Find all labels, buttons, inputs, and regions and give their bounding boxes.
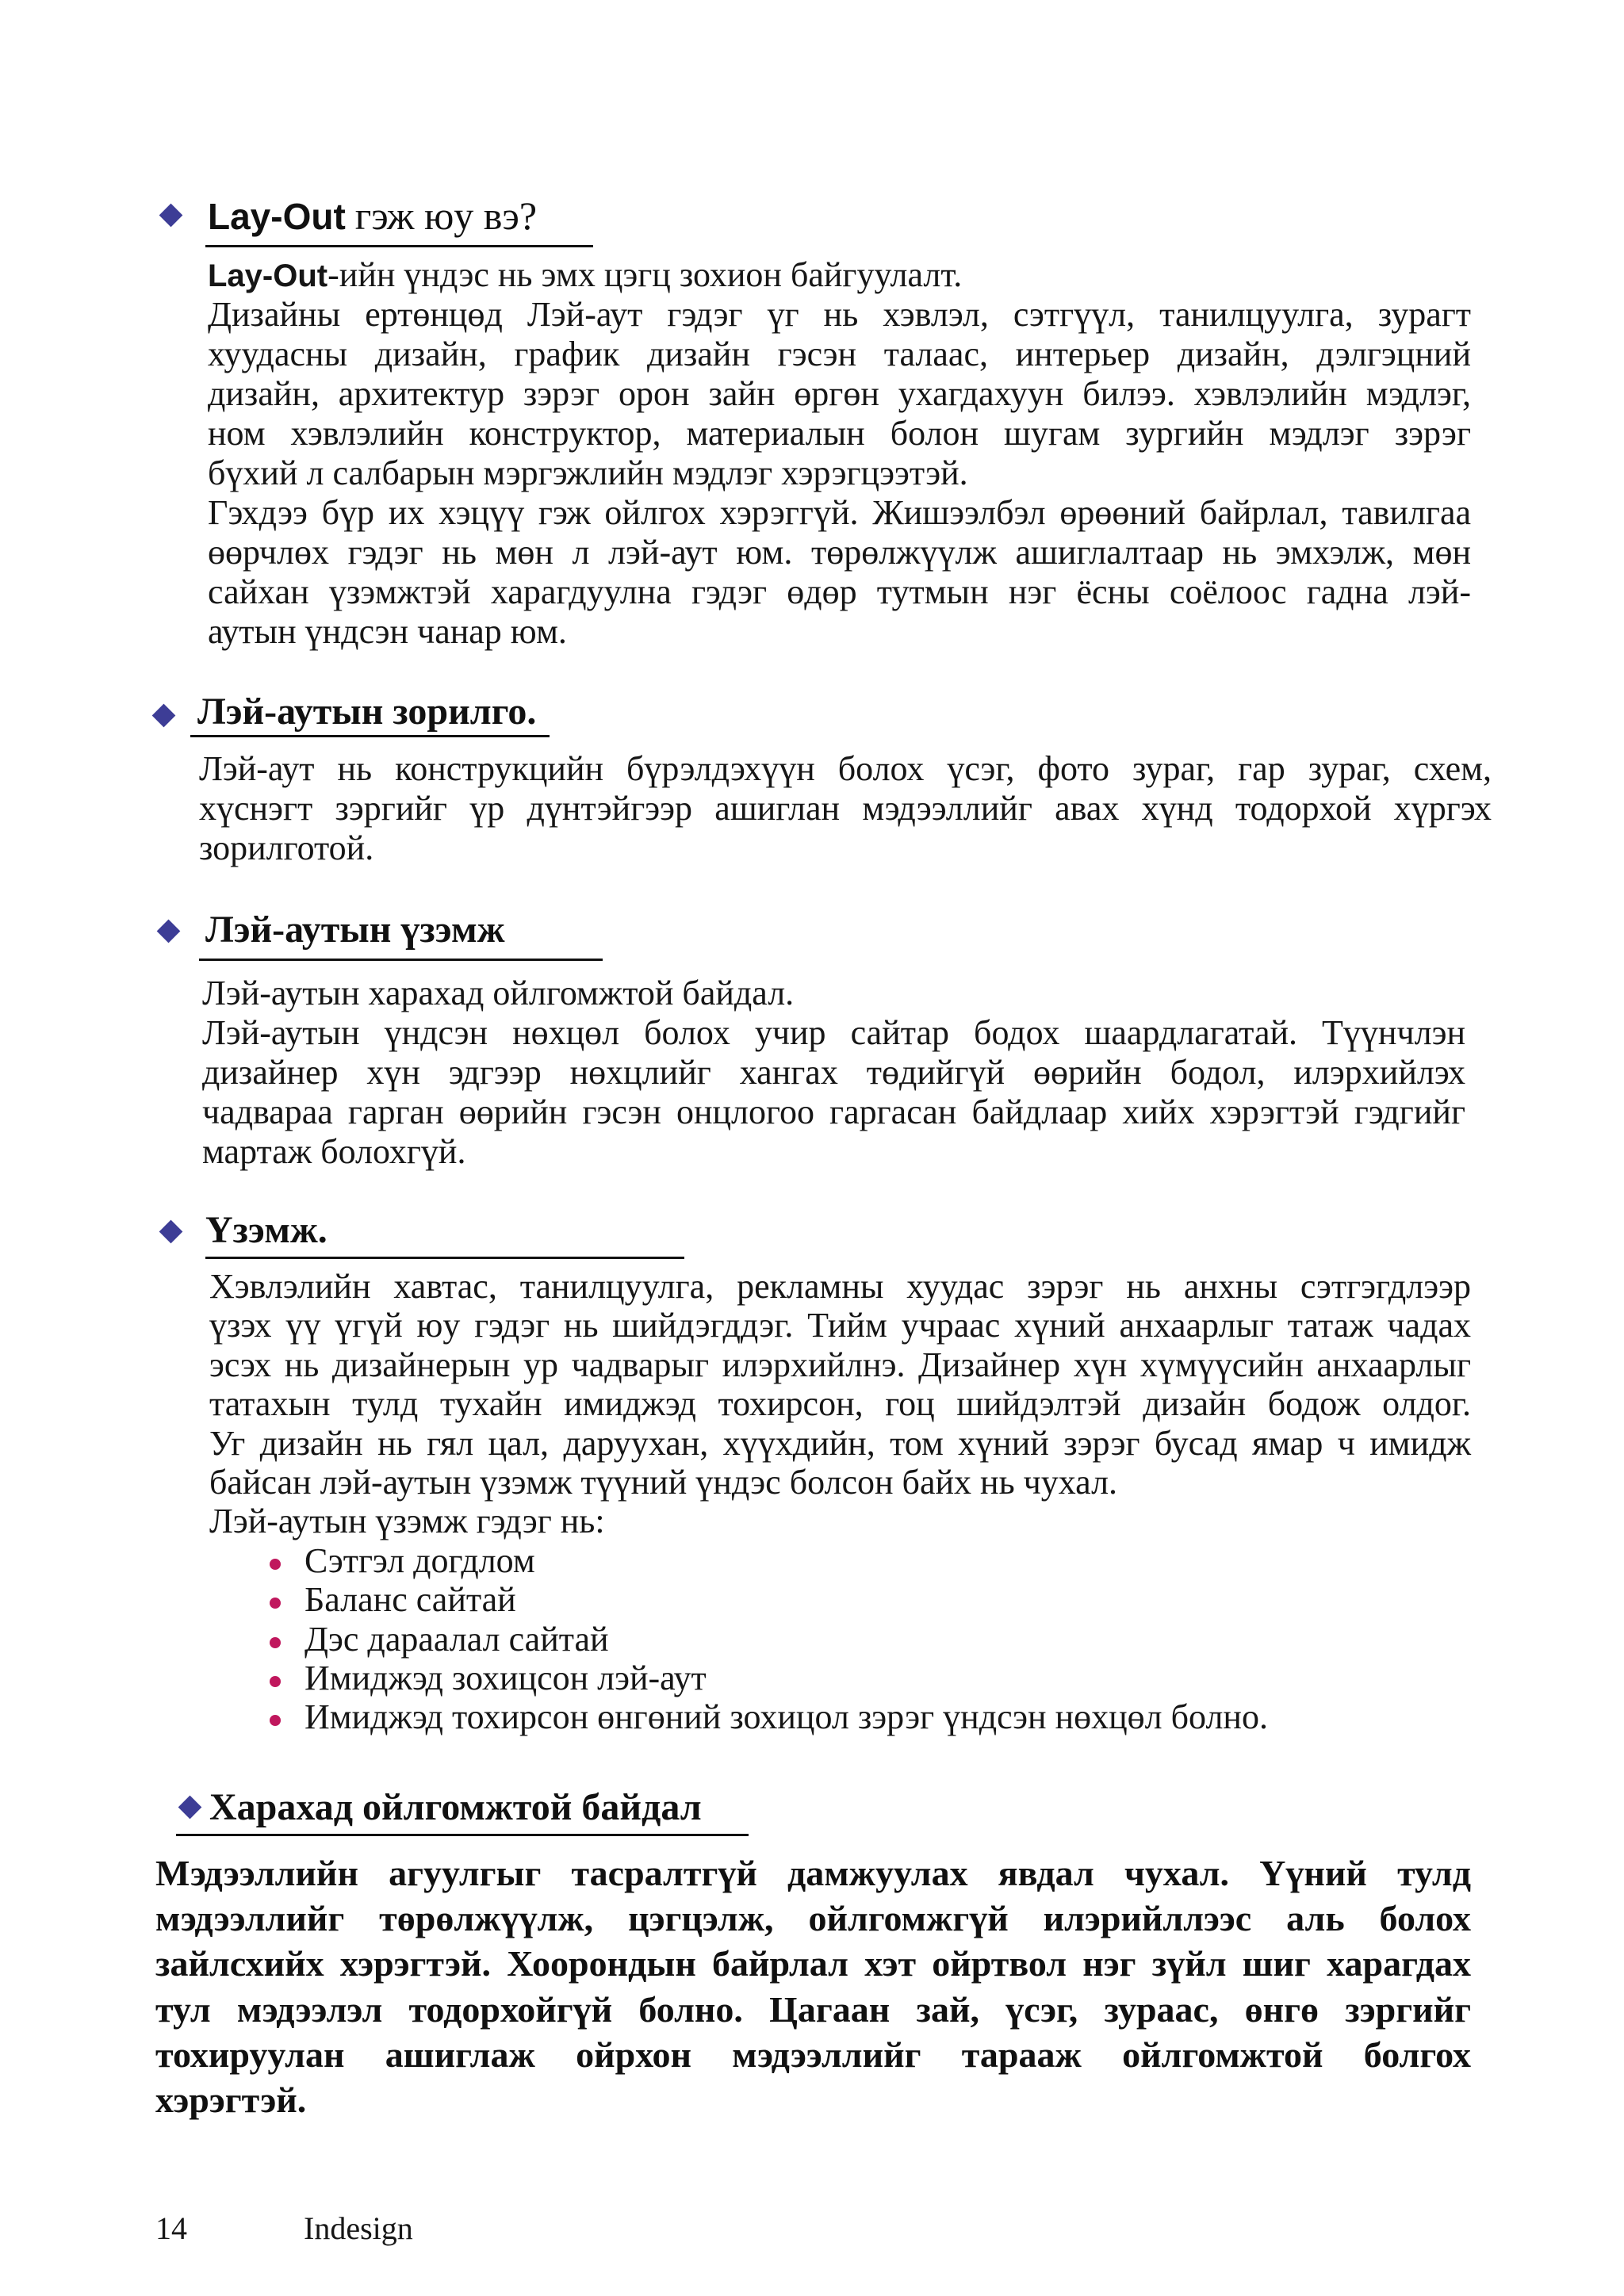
paragraph-line: эсэх нь дизайнерын ур чадварыг илэрхийлнэ. Дизайнер хүн хүмүүсийн анхаарлыг: [209, 1345, 1471, 1384]
list-item-text: Имиджэд зохицсон лэй-аут: [304, 1659, 707, 1697]
paragraph-line: хүснэгт зэргийг үр дүнтэйгээр ашиглан мэдээллийг авах хүнд тодорхой хүргэх: [199, 789, 1492, 828]
diamond-bullet-icon: [159, 1220, 183, 1244]
list-item-text: Имиджэд тохирсон өнгөний зохицол зэрэг үндсэн нөхцөл болно.: [304, 1697, 1268, 1736]
paragraph-line: аутын үндсэн чанар юм.: [208, 612, 567, 651]
section-heading: Үзэмж.: [205, 1209, 327, 1251]
heading-text: гэж юу вэ?: [354, 193, 538, 238]
heading-underline: [190, 735, 550, 737]
page-number: 14: [155, 2210, 187, 2246]
heading-underline: [205, 1257, 684, 1259]
paragraph-line: үзэх үү үгүй юу гэдэг нь шийдэгддэг. Тийм учраас хүний анхаарлыг татаж чадах: [209, 1306, 1471, 1345]
bold-paragraph-line: зайлсхийх хэрэгтэй. Хоорондын байрлал хэт ойртвол нэг зүйл шиг харагдах: [155, 1943, 1471, 1984]
intro-keyword: Lay-Out: [208, 258, 328, 293]
section-heading: Лэй-аутын зорилго.: [197, 691, 537, 733]
paragraph-line: Лэй-аут нь конструкцийн бүрэлдэхүүн болох үсэг, фото зураг, гар зураг, схем,: [199, 749, 1492, 788]
paragraph-line: Гэхдээ бүр их хэцүү гэж ойлгох хэрэггүй. Жишээлбэл өрөөний байрлал, тавилгаа: [208, 493, 1471, 532]
bold-paragraph-line: Мэдээллийн агуулгыг тасралтгүй дамжуулах явдал чухал. Үүний тулд: [155, 1853, 1471, 1893]
running-title: Indesign: [304, 2210, 413, 2246]
paragraph-line: хуудасны дизайн, график дизайн гэсэн талаас, интерьер дизайн, дэлгэцний: [208, 335, 1471, 373]
paragraph-line: зорилготой.: [199, 828, 374, 867]
paragraph-line: дизайн, архитектур зэрэг орон зайн өргөн ухагдахуун билээ. хэвлэлийн мэдлэг,: [208, 374, 1471, 413]
paragraph-line: өөрчлөх гэдэг нь мөн л лэй-аут юм. төрөлжүүлж ашиглалтаар нь эмхэлж, мөн: [208, 533, 1471, 572]
intro-text: -ийн үндэс нь эмх цэгц зохион байгуулалт.: [327, 255, 963, 294]
diamond-bullet-icon: [157, 920, 181, 943]
bold-paragraph-line: тул мэдээлэл тодорхойгүй болно. Цагаан зай, үсэг, зураас, өнгө зэргийг: [155, 1989, 1471, 2030]
heading-keyword: Lay-Out: [208, 196, 346, 237]
paragraph-line: [208, 255, 1471, 295]
diamond-bullet-icon: [159, 204, 183, 228]
bullet-dot-icon: [270, 1676, 281, 1687]
bullet-dot-icon: [270, 1637, 281, 1648]
paragraph-line: дизайнер хүн эдгээр нөхцлийг хангах төдийгүй өөрийн бодол, илэрхийлэх: [202, 1053, 1465, 1092]
list-item-text: Сэтгэл догдлом: [304, 1541, 535, 1580]
section-heading: Лэй-аутын үзэмж: [205, 909, 505, 951]
list-item-text: Дэс дараалал сайтай: [304, 1620, 609, 1659]
bullet-dot-icon: [270, 1598, 281, 1609]
bullet-dot-icon: [270, 1559, 281, 1570]
paragraph-line: Лэй-аутын үзэмж гэдэг нь:: [209, 1502, 605, 1540]
paragraph-line: Дизайны ертөнцөд Лэй-аут гэдэг үг нь хэвлэл, сэтгүүл, танилцуулга, зурагт: [208, 295, 1471, 334]
paragraph-line: Лэй-аутын үндсэн нөхцөл болох учир сайтар бодох шаардлагатай. Түүнчлэн: [202, 1013, 1465, 1052]
section-heading: Харахад ойлгомжтой байдал: [209, 1786, 702, 1828]
paragraph-line: чадвараа гарган өөрийн гэсэн онцлогоо гаргасан байдлаар хийх хэрэгтэй гэдгийг: [202, 1093, 1465, 1131]
paragraph-line: бүхий л салбарын мэргэжлийн мэдлэг хэрэгцээтэй.: [208, 453, 968, 492]
section-heading: [208, 192, 537, 239]
paragraph-line: мартаж болохгүй.: [202, 1132, 466, 1171]
bullet-dot-icon: [270, 1715, 281, 1726]
paragraph-line: Уг дизайн нь гял цал, даруухан, хүүхдийн, том хүний зэрэг бусад ямар ч имидж: [209, 1424, 1471, 1463]
heading-underline: [205, 245, 593, 247]
paragraph-line: байсан лэй-аутын үзэмж түүний үндэс болсон байх нь чухал.: [209, 1463, 1118, 1502]
paragraph-line: сайхан үзэмжтэй харагдуулна гэдэг өдөр тутмын нэг ёсны соёлоос гадна лэй-: [208, 572, 1471, 611]
paragraph-line: Лэй-аутын харахад ойлгомжтой байдал.: [202, 974, 795, 1012]
heading-underline: [176, 1834, 749, 1836]
bold-paragraph-line: хэрэгтэй.: [155, 2080, 307, 2120]
paragraph-line: Хэвлэлийн хавтас, танилцуулга, рекламны хуудас зэрэг нь анхны сэтгэгдлээр: [209, 1267, 1471, 1306]
bold-paragraph-line: мэдээллийг төрөлжүүлж, цэгцэлж, ойлгомжгүй илэрийллээс аль болох: [155, 1898, 1471, 1938]
diamond-bullet-icon: [152, 704, 176, 728]
paragraph-line: ном хэвлэлийн конструктор, материалын болон шугам зургийн мэдлэг зэрэг: [208, 414, 1471, 453]
paragraph-line: татахын тулд тухайн имиджэд тохирсон, гоц шийдэлтэй дизайн бодож олдог.: [209, 1384, 1471, 1423]
bold-paragraph-line: тохируулан ашиглаж ойрхон мэдээллийг тарааж ойлгомжтой болгох: [155, 2034, 1471, 2075]
list-item-text: Баланс сайтай: [304, 1580, 516, 1619]
heading-underline: [199, 959, 603, 961]
diamond-bullet-icon: [178, 1796, 202, 1820]
